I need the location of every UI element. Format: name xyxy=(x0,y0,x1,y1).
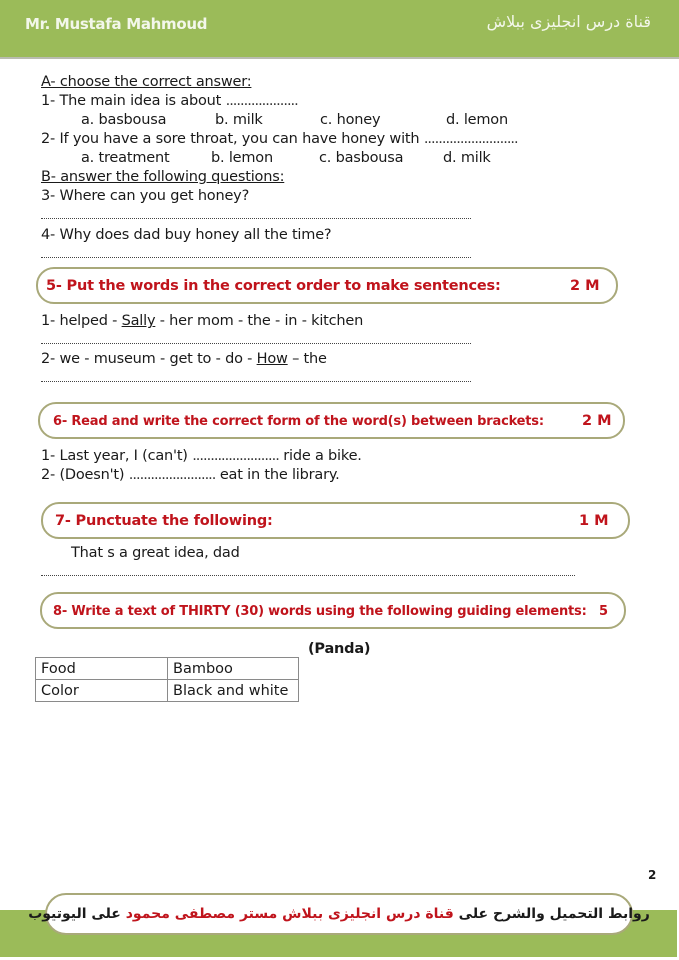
q1-option-b[interactable]: b. milk xyxy=(215,112,263,128)
answer-line-3[interactable] xyxy=(41,218,471,219)
table-cell-label: Color xyxy=(36,680,168,702)
q1-option-d[interactable]: d. lemon xyxy=(446,112,508,128)
q7-sentence: That s a great idea, dad xyxy=(71,545,240,561)
part-b-heading: B- answer the following questions: xyxy=(41,169,285,185)
q7-answer-line[interactable] xyxy=(41,575,575,576)
q6-item-2 xyxy=(41,466,340,484)
table-cell-label: Food xyxy=(36,658,168,680)
part-a-heading: A- choose the correct answer: xyxy=(41,74,252,90)
section-6-title: 6- Read and write the correct form of the word(s) between brackets: xyxy=(53,414,544,429)
author-name: Mr. Mustafa Mahmoud xyxy=(25,15,208,33)
section-5-header xyxy=(36,267,618,304)
q8-topic: (Panda) xyxy=(308,641,371,657)
q1-option-c[interactable]: c. honey xyxy=(320,112,381,128)
q5-item-1 xyxy=(41,312,363,330)
question-1-text: 1- The main idea is about xyxy=(41,93,222,109)
question-3: 3- Where can you get honey? xyxy=(41,188,250,204)
page-number: 2 xyxy=(648,868,657,882)
section-5-title: 5- Put the words in the correct order to make sentences: xyxy=(46,278,501,294)
footer-channel-link[interactable]: قناة درس انجليزى ببلاش مستر مصطفى محمود xyxy=(125,906,454,922)
question-2 xyxy=(41,130,518,148)
q5-item-1-prefix: 1- helped - xyxy=(41,313,122,329)
question-1 xyxy=(41,92,298,110)
section-7-title: 7- Punctuate the following: xyxy=(55,513,273,529)
section-5-mark: 2 M xyxy=(570,278,600,294)
q6-item-1-after: ride a bike. xyxy=(283,448,362,464)
footer-banner xyxy=(28,893,650,935)
q6-item-1-blank[interactable]: ........................ xyxy=(192,448,279,464)
table-row xyxy=(36,658,299,680)
q5-answer-line-2[interactable] xyxy=(41,381,471,382)
section-6-header xyxy=(38,402,625,439)
section-7-mark: 1 M xyxy=(579,513,609,529)
question-2-text: 2- If you have a sore throat, you can have honey with xyxy=(41,131,420,147)
q5-item-2-underlined: How xyxy=(256,351,288,367)
q6-item-2-blank[interactable]: ........................ xyxy=(128,467,216,483)
table-cell-value: Bamboo xyxy=(168,658,299,680)
q2-option-a[interactable]: a. treatment xyxy=(81,150,170,166)
q5-answer-line-1[interactable] xyxy=(41,343,471,344)
q6-item-1 xyxy=(41,447,362,465)
q5-item-2 xyxy=(41,350,327,368)
q6-item-2-before: 2- (Doesn't) xyxy=(41,467,125,483)
section-8-title: 8- Write a text of THIRTY (30) words using the following guiding elements: xyxy=(53,604,587,619)
channel-name-arabic: قناة درس انجليزى ببلاش xyxy=(486,12,651,31)
footer-text-start: روابط التحميل والشرح على xyxy=(458,906,650,922)
question-4: 4- Why does dad buy honey all the time? xyxy=(41,227,332,243)
table-cell-value: Black and white xyxy=(168,680,299,702)
guiding-elements-table xyxy=(35,657,299,702)
answer-line-4[interactable] xyxy=(41,257,471,258)
section-6-mark: 2 M xyxy=(582,413,612,429)
question-2-blank[interactable]: .......................... xyxy=(423,131,518,147)
q5-item-2-prefix: 2- we - museum - get to - do - xyxy=(41,351,257,367)
q5-item-1-suffix: - her mom - the - in - kitchen xyxy=(155,313,364,329)
question-1-blank[interactable]: .................... xyxy=(225,93,298,109)
section-8-header xyxy=(40,592,626,629)
q6-item-1-before: 1- Last year, I (can't) xyxy=(41,448,188,464)
section-8-mark: 5 xyxy=(599,604,609,619)
q6-item-2-after: eat in the library. xyxy=(219,467,340,483)
q5-item-1-underlined: Sally xyxy=(121,313,156,329)
q2-option-b[interactable]: b. lemon xyxy=(211,150,273,166)
footer-text-end: على اليوتيوب xyxy=(28,906,121,922)
q2-option-c[interactable]: c. basbousa xyxy=(319,150,404,166)
q2-option-d[interactable]: d. milk xyxy=(443,150,491,166)
table-row xyxy=(36,680,299,702)
section-7-header xyxy=(41,502,630,539)
q5-item-2-suffix: – the xyxy=(287,351,327,367)
q1-option-a[interactable]: a. basbousa xyxy=(81,112,167,128)
